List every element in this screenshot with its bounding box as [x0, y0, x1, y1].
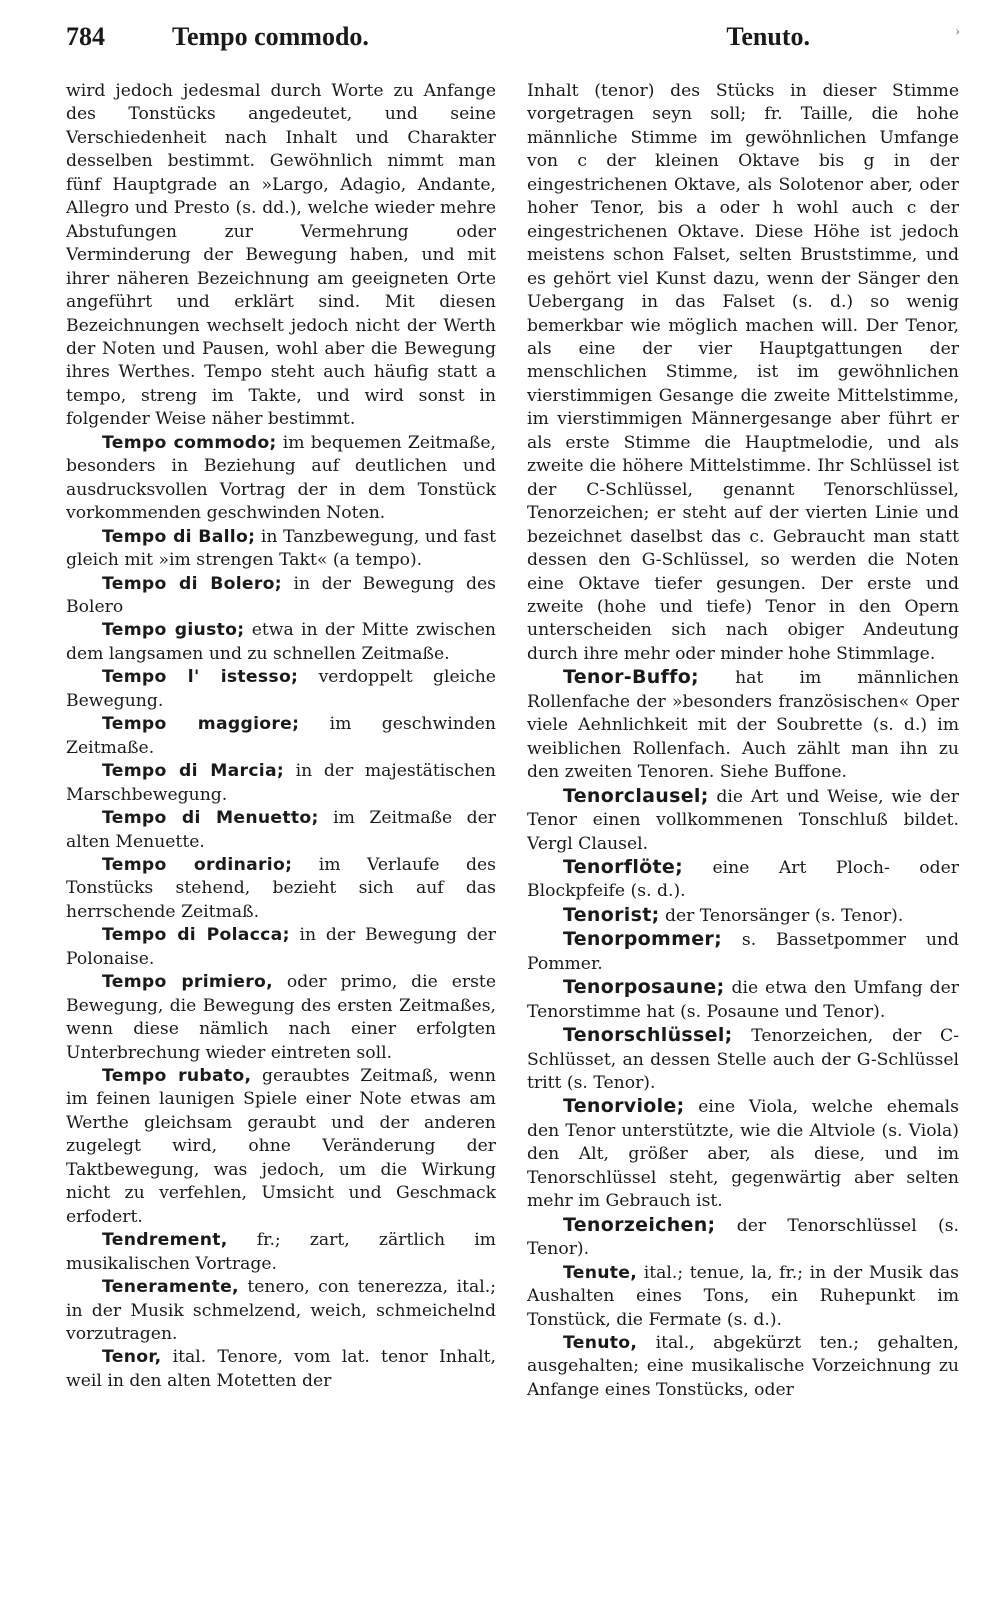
- dictionary-entry: [527, 1262, 959, 1332]
- entry-headword: Tenorclausel;: [563, 784, 709, 807]
- entry-text: der Tenorschlüssel (s. Tenor).: [527, 1215, 959, 1260]
- dictionary-entry: [527, 666, 959, 784]
- entry-text: in der majestätischen Marschbewegung.: [66, 761, 496, 805]
- dictionary-entry: [527, 1095, 959, 1213]
- dictionary-entry: [66, 619, 496, 666]
- entry-text: verdoppelt gleiche Bewegung.: [66, 667, 496, 711]
- dictionary-entry: [527, 856, 959, 904]
- entry-text: hat im männlichen Rollenfache der »besonders französischen« Oper viele Aehnlichkeit mit der Soubrette (s. d.) im weiblichen Rollenfach. Auch zählt man ihn zu den zweiten Tenoren. Siehe Buffone.: [527, 668, 959, 783]
- entry-headword: Tempo giusto;: [102, 620, 245, 641]
- dictionary-entry: [66, 1065, 496, 1229]
- entry-text: etwa in der Mitte zwischen dem langsamen und zu schnellen Zeitmaße.: [66, 620, 496, 664]
- dictionary-entry: [527, 976, 959, 1024]
- dictionary-entry: [527, 1332, 959, 1402]
- entry-text: wird jedoch jedesmal durch Worte zu Anfange des Tonstücks angedeutet, und seine Verschiedenheit nach Inhalt und Charakter desselben bestimmt. Gewöhnlich nimmt man fünf Hauptgrade an »Largo, Adagio, Andante, Allegro und Presto (s. dd.), welche wieder mehre Abstufungen zur Vermehrung oder Verminderung der Bewegung haben, und mit ihrer näheren Bezeichnung am geeigneten Orte angeführt und erklärt sind. Mit diesen Bezeichnungen wechselt jedoch nicht der Werth der Noten und Pausen, wohl aber die Bewegung ihres Werthes. Tempo steht auch häufig statt a tempo, streng im Takte, und wird sonst in folgender Weise näher bestimmt.: [66, 81, 496, 430]
- dictionary-entry: [66, 971, 496, 1065]
- entry-text: ital., abgekürzt ten.; gehalten, ausgehalten; eine musikalische Vorzeichnung zu Anfange eines Tonstücks, oder: [527, 1333, 959, 1400]
- entry-headword: Tendrement,: [102, 1230, 228, 1251]
- entry-headword: Tenorposaune;: [563, 976, 725, 999]
- entry-headword: Tempo primiero,: [102, 972, 273, 993]
- entry-text: im Zeitmaße der alten Menuette.: [66, 808, 496, 852]
- running-header: [66, 22, 960, 62]
- entry-text: die Art und Weise, wie der Tenor einen vollkommenen Tonschluß bildet. Vergl Clausel.: [527, 786, 959, 854]
- entry-headword: Tenorist;: [563, 903, 660, 926]
- entry-headword: Teneramente,: [102, 1277, 239, 1298]
- entry-text: im geschwinden Zeitmaße.: [66, 714, 496, 758]
- entry-text: im bequemen Zeitmaße, besonders in Beziehung auf deutlichen und ausdrucksvollen Vortrag der in dem Tonstück vorkommenden geschwinden Noten.: [66, 432, 496, 524]
- entry-text: der Tenorsänger (s. Tenor).: [659, 905, 904, 926]
- entry-text: in der Bewegung der Polonaise.: [66, 925, 496, 969]
- entry-headword: Tenorpommer;: [563, 928, 722, 951]
- dictionary-entry: [66, 807, 496, 854]
- entry-headword: Tempo maggiore;: [102, 714, 300, 735]
- entry-headword: Tempo di Menuetto;: [102, 808, 319, 829]
- dictionary-entry: [66, 432, 496, 526]
- entry-headword: Tempo di Ballo;: [102, 526, 256, 547]
- right-column: [527, 80, 959, 1402]
- dictionary-entry: [66, 80, 496, 432]
- entry-text: in der Bewegung des Bolero: [66, 573, 496, 617]
- entry-headword: Tenor-Buffo;: [563, 666, 699, 689]
- dictionary-entry: [66, 666, 496, 713]
- entry-text: Tenorzeichen, der C-Schlüsset, an dessen Stelle auch der G-Schlüssel tritt (s. Tenor).: [527, 1026, 959, 1094]
- dictionary-entry: [527, 904, 959, 928]
- entry-headword: Tenorschlüssel;: [563, 1024, 733, 1047]
- entry-headword: Tempo di Polacca;: [102, 925, 290, 946]
- dictionary-entry: [66, 1229, 496, 1276]
- entry-text: Inhalt (tenor) des Stücks in dieser Stimme vorgetragen seyn soll; fr. Taille, die hohe männliche Stimme im gewöhnlichen Umfange von c der kleinen Oktave bis g in der eingestrichenen Oktave, als Solotenor aber, oder hoher Tenor, bis a oder h wohl auch c der eingestrichenen Oktave. Diese Höhe ist jedoch meistens schon Falset, selten Bruststimme, und es gehört viel Kunst dazu, wenn der Sänger den Uebergang in das Falset (s. d.) so wenig bemerkbar wie möglich machen will. Der Tenor, als eine der vier Hauptgattungen der menschlichen Stimme, ist im gewöhnlichen vierstimmigen Gesange die zweite Mittelstimme, im vierstimmigen Männergesange aber führt er als erste Stimme die Hauptmelodie, und als zweite die höhere Mittelstimme. Ihr Schlüssel ist der C-Schlüssel, genannt Tenorschlüssel, Tenorzeichen; er steht auf der vierten Linie und bezeichnet daselbst das c. Gebraucht man statt dessen den G-Schlüssel, so werden die Noten eine Oktave tiefer gesungen. Der erste und zweite (hohe und tiefe) Tenor in den Opern unterscheiden sich nach obiger Andeutung durch ihre mehr oder minder hohe Stimmlage.: [527, 81, 959, 664]
- entry-headword: Tempo ordinario;: [102, 854, 293, 875]
- entry-text: eine Viola, welche ehemals den Tenor unterstützte, wie die Altviole (s. Viola) den Alt, größer aber, als diese, und im Tenorschlüssel steht, gegenwärtig aber selten mehr im Gebrauch ist.: [527, 1097, 959, 1212]
- entry-headword: Tempo rubato,: [102, 1066, 252, 1087]
- left-running-title: Tempo commodo.: [172, 22, 369, 51]
- entry-headword: Tenute,: [563, 1262, 638, 1283]
- entry-text: fr.; zart, zärtlich im musikalischen Vortrage.: [66, 1230, 496, 1274]
- dictionary-entry: [66, 713, 496, 760]
- entry-text: ital. Tenore, vom lat. tenor Inhalt, weil in den alten Motetten der: [66, 1347, 496, 1391]
- entry-text: s. Bassetpommer und Pommer.: [527, 930, 959, 974]
- entry-text: oder primo, die erste Bewegung, die Bewegung des ersten Zeitmaßes, wenn diese nämlich nach einer erfolgten Unterbrechung wieder eintreten soll.: [66, 972, 496, 1063]
- dictionary-entry: [527, 1214, 959, 1262]
- dictionary-entry: [527, 1024, 959, 1095]
- dictionary-entry: [66, 573, 496, 620]
- dictionary-entry: [66, 1346, 496, 1393]
- entry-headword: Tempo di Bolero;: [102, 573, 282, 594]
- entry-headword: Tempo di Marcia;: [102, 761, 285, 782]
- entry-text: im Verlaufe des Tonstücks stehend, bezieht sich auf das herrschende Zeitmaß.: [66, 854, 496, 922]
- entry-headword: Tenor,: [102, 1347, 162, 1368]
- right-running-title: Tenuto.: [726, 22, 810, 51]
- dictionary-entry: [66, 1276, 496, 1346]
- page-number: 784: [66, 22, 105, 51]
- dictionary-entry: [527, 785, 959, 856]
- entry-headword: Tempo l' istesso;: [102, 667, 299, 688]
- entry-text: geraubtes Zeitmaß, wenn im feinen launigen Spiele einer Note etwas am Werthe gleichsam geraubt und der anderen zugelegt wird, ohne Veränderung der Taktbewegung, was jedoch, um die Wirkung nicht zu verfehlen, Umsicht und Geschmack erfodert.: [66, 1066, 496, 1227]
- dictionary-entry: [66, 924, 496, 971]
- entry-headword: Tenuto,: [563, 1333, 638, 1354]
- corner-mark: ›: [955, 24, 960, 39]
- entry-headword: Tempo commodo;: [102, 432, 277, 453]
- dictionary-entry: [527, 80, 959, 666]
- entry-text: tenero, con tenerezza, ital.; in der Musik schmelzend, weich, schmeichelnd vorzutragen.: [66, 1277, 496, 1345]
- dictionary-entry: [66, 526, 496, 573]
- entry-headword: Tenorzeichen;: [563, 1213, 716, 1236]
- dictionary-entry: [66, 760, 496, 807]
- entry-text: in Tanzbewegung, und fast gleich mit »im strengen Takt« (a tempo).: [66, 526, 496, 571]
- entry-headword: Tenorflöte;: [563, 855, 683, 878]
- dictionary-entry: [66, 854, 496, 924]
- entry-text: ital.; tenue, la, fr.; in der Musik das Aushalten eines Tons, ein Ruhepunkt im Tonstück, die Fermate (s. d.).: [527, 1262, 959, 1330]
- dictionary-entry: [527, 928, 959, 976]
- entry-text: die etwa den Umfang der Tenorstimme hat (s. Posaune und Tenor).: [527, 978, 959, 1022]
- left-column: [66, 80, 496, 1393]
- entry-text: eine Art Ploch- oder Blockpfeife (s. d.).: [527, 857, 959, 902]
- entry-headword: Tenorviole;: [563, 1095, 685, 1118]
